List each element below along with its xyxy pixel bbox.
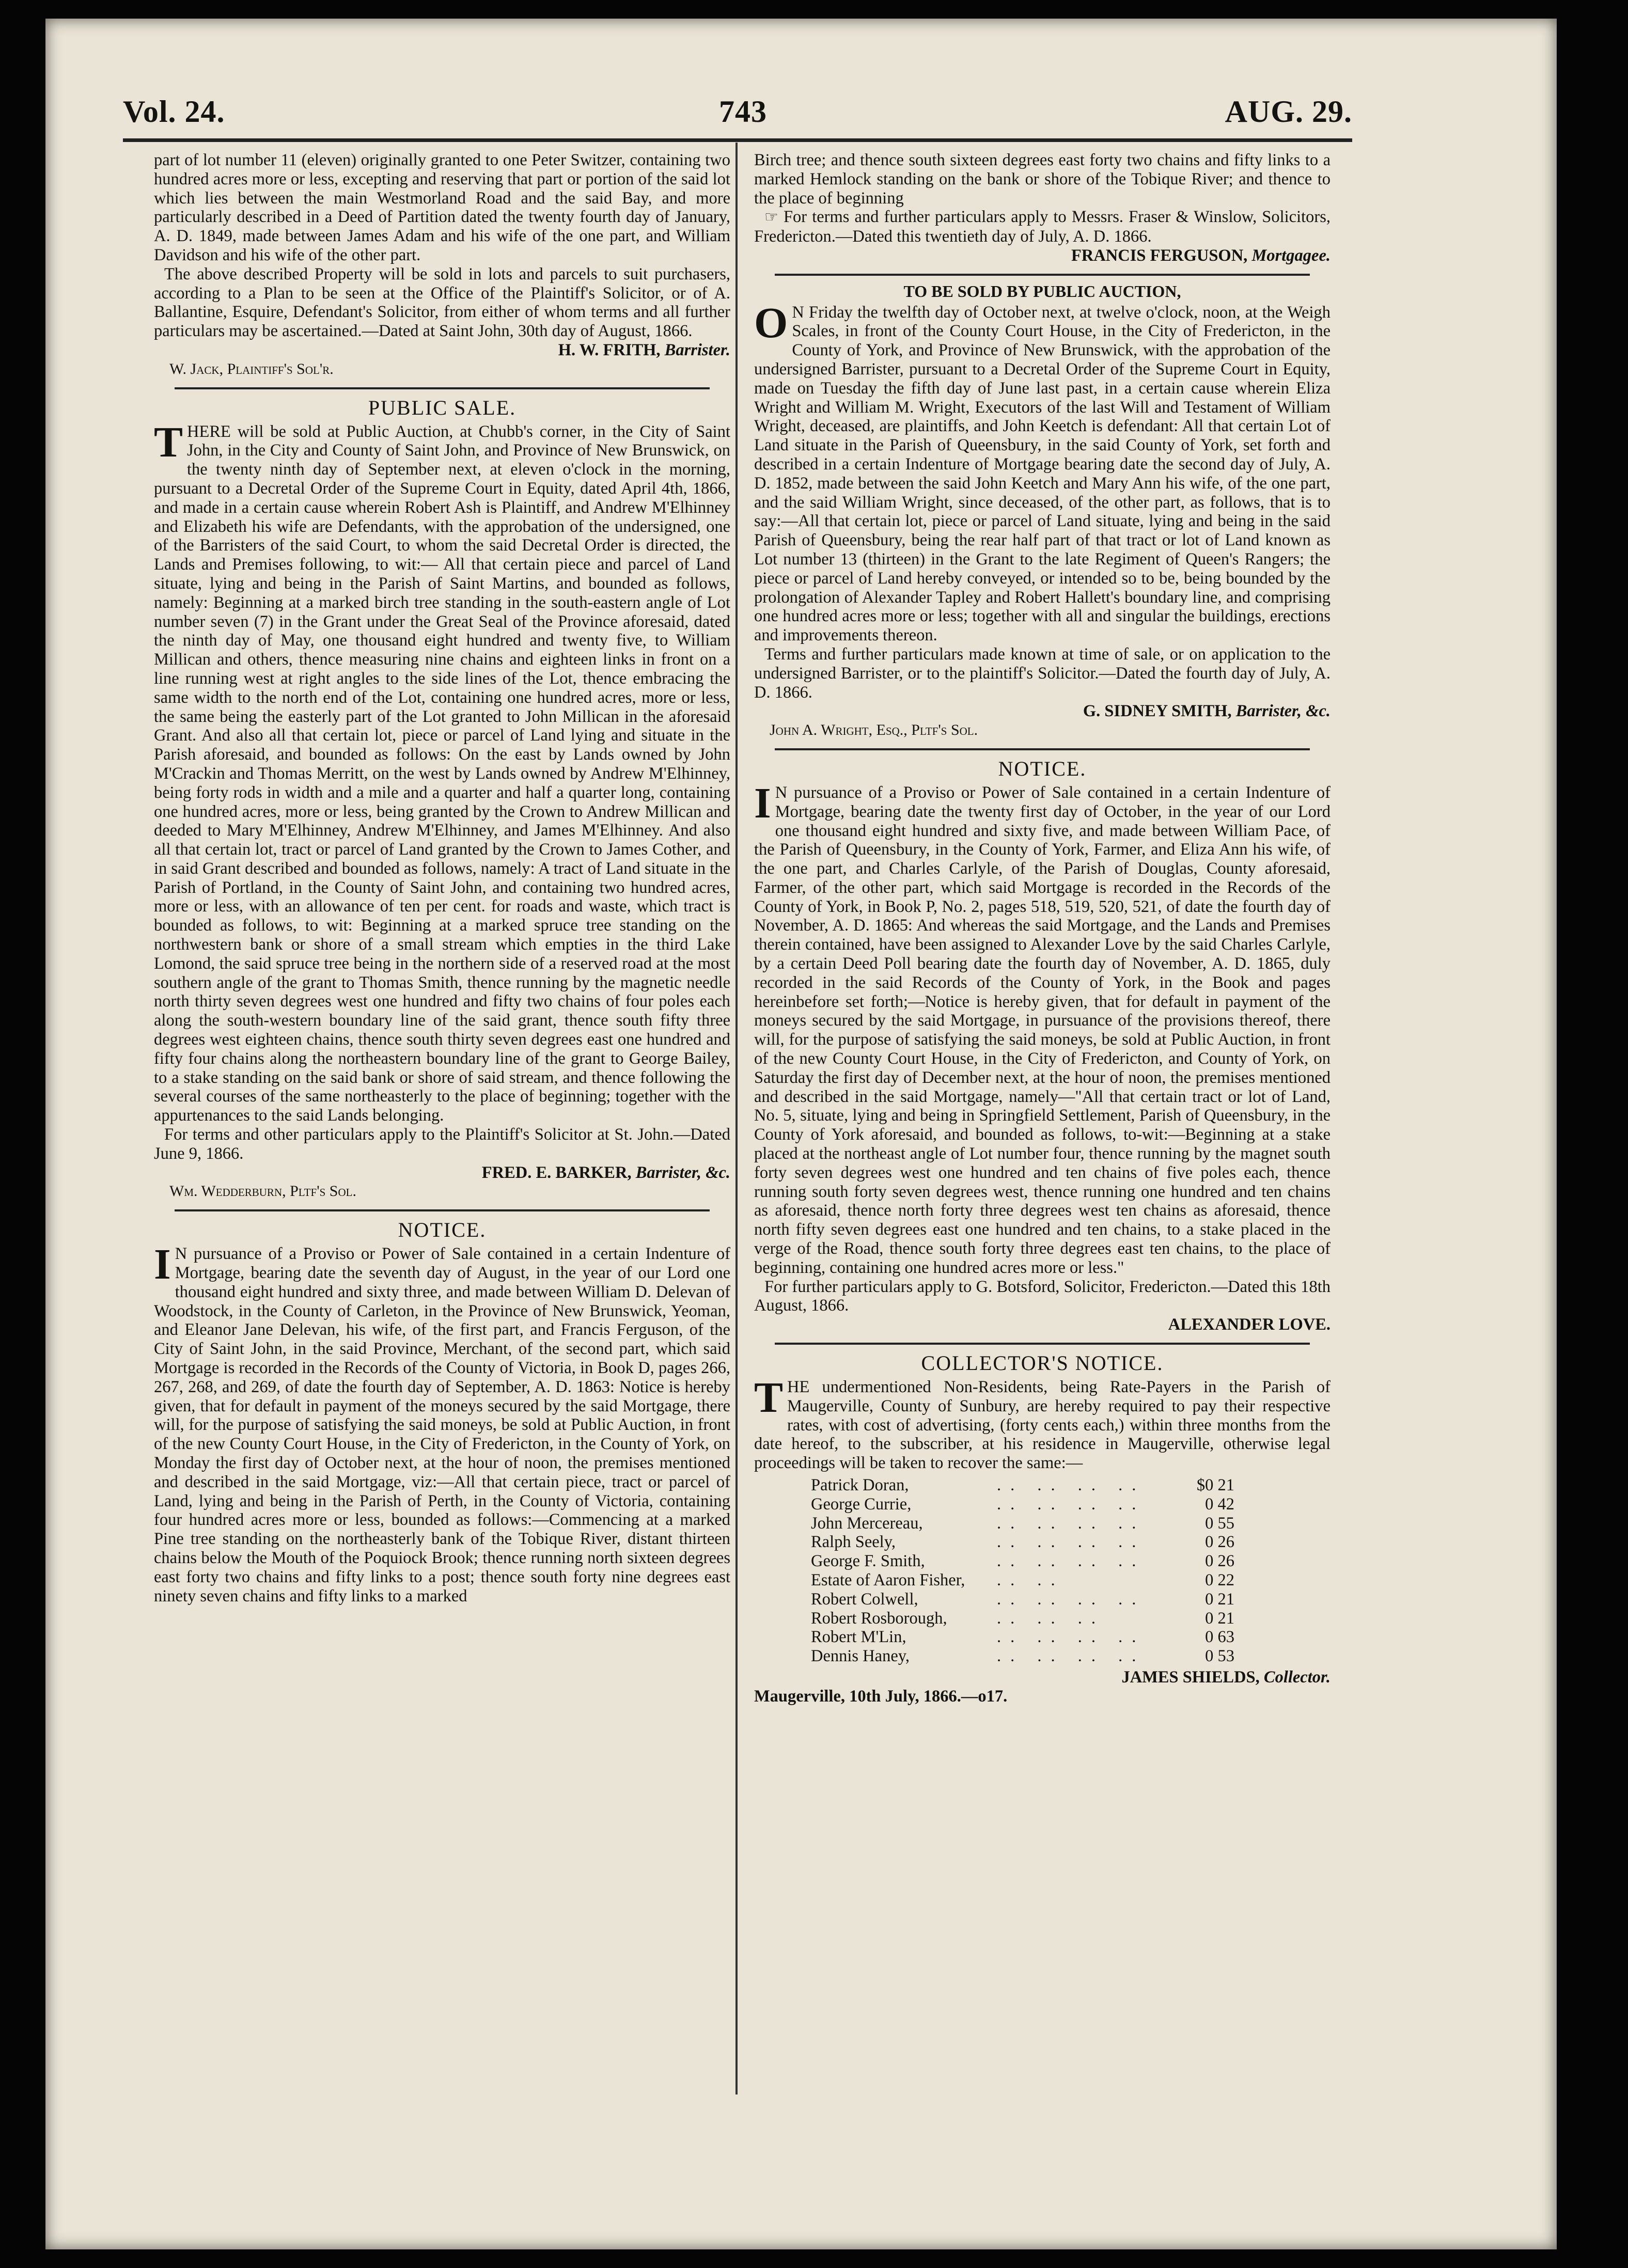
collectors-notice xyxy=(754,1352,1330,1706)
table-row: Dennis Haney, .. .. .. .. 0 53 xyxy=(811,1647,1234,1666)
volume-number: Vol. 24. xyxy=(123,94,225,129)
notice-ferguson-continued xyxy=(754,151,1330,265)
table-row: Estate of Aaron Fisher, .. .. 0 22 xyxy=(811,1570,1234,1589)
signature: FRED. E. BARKER, Barrister, &c. xyxy=(481,1163,730,1182)
drop-cap: I xyxy=(154,1240,171,1289)
notice-body: I N pursuance of a Proviso or Power of Sale contained in a certain Indenture of Mortgage, bearing date the twenty first day of October, in the year of our Lord one thousand eight hundred and sixty five, and made between William Pace, of the Parish of Queensbury, in the County of York, Farmer, and Eliza Ann his wife, of the one part, and Charles Carlyle, of the Parish of Douglas, County aforesaid, Farmer, of the other part, which said Mortgage is recorded in the Records of the County of York, in Book P, No. 2, pages 518, 519, 520, 521, of date the fourth day of November, A. D. 1865: And whereas the said Mortgage, and the Lands and Premises therein contained, have been assigned to Alexander Love by the said Charles Carlyle, by a certain Deed Poll bearing date the fourth day of November, A. D. 1865, duly recorded in the said Records of the County of York, in the Book and pages hereinbefore set forth;—Notice is hereby given, that for default in payment of the moneys secured by the said Mortgage, in pursuance of the provisions thereof, there will, for the purpose of satisfying the said moneys, be sold at Public Auction, in front of the new County Court House, in the City of Fredericton, and County of York, on Saturday the first day of December next, at the hour of noon, the premises mentioned and described in the said Mortgage, namely—"All that certain tract or lot of Land, No. 5, situate, lying and being in Springfield Settlement, Parish of Queensbury, in the County of York aforesaid, and bounded as follows, to-wit:—Beginning at a stake placed at the northeast angle of Lot number four, thence running by the magnet south forty seven degrees west one hundred and ten chains of five poles each, thence running south forty seven degrees west, thence running one hundred and ten chains as aforesaid, thence north forty three degrees west ten chains as aforesaid, thence north fifty seven degrees east one hundred and ten chains, to a stake placed in the verge of the Road, thence south forty three degrees east ten chains, to the place of beginning, containing one hundred acres more or less." xyxy=(754,779,1330,1277)
section-heading: COLLECTOR'S NOTICE. xyxy=(921,1351,1164,1375)
page-number: 743 xyxy=(719,94,767,129)
section-heading: TO BE SOLD BY PUBLIC AUCTION, xyxy=(903,281,1181,301)
table-row: John Mercereau, .. .. .. .. 0 55 xyxy=(811,1514,1234,1533)
section-heading: NOTICE. xyxy=(998,757,1087,780)
table-row: Patrick Doran, .. .. .. .. $0 21 xyxy=(811,1476,1234,1494)
pointing-hand-icon: ☞ xyxy=(764,209,778,226)
notice-love xyxy=(754,758,1330,1334)
notice-body: The above described Property will be sold in lots and parcels to suit purchasers, according to a Plan to be seen at the Office of the Plaintiff's Solicitor, or of A. Ballantine, Esquire, Defendant's Solicitor, from either of whom terms and all further particulars may be ascertained.—Dated at Saint John, 30th day of August, 1866. xyxy=(154,264,730,341)
drop-cap: O xyxy=(754,298,788,347)
section-rule xyxy=(775,1343,1310,1345)
notice-body: Birch tree; and thence south sixteen degrees east forty two chains and fifty links to a marked Hemlock standing on the bank or shore of the Tobique River; and thence to the place of beginning xyxy=(754,151,1330,208)
table-row: George Currie, .. .. .. .. 0 42 xyxy=(811,1494,1234,1514)
table-row: Robert Colwell, .. .. .. .. 0 21 xyxy=(811,1589,1234,1609)
public-sale-notice xyxy=(154,397,730,1202)
drop-cap: I xyxy=(754,779,771,827)
notice-body: I N pursuance of a Proviso or Power of Sale contained in a certain Indenture of Mortgage, bearing date the seventh day of August, in the year of our Lord one thousand eight hundred and sixty three, and made between William D. Delevan of Woodstock, in the County of Carleton, in the Province of New Brunswick, Yeoman, and Eleanor Jane Delevan, his wife, of the first part, and Francis Ferguson, of the City of Saint John, in the said Province, Merchant, of the second part, which said Mortgage is recorded in the Records of the County of Victoria, in Book D, pages 266, 267, 268, and 269, of date the fourth day of September, A. D. 1863: Notice is hereby given, that for default in payment of the moneys secured by the said Mortgage, there will, for the purpose of satisfying the said moneys, be sold at Public Auction, in front of the new County Court House, in the City of Fredericton, in the County of York, on Monday the first day of October next, at the hour of noon, the premises mentioned and described in the said Mortgage, viz:—All that certain piece, tract or parcel of Land, lying and being in the Parish of Perth, in the County of Victoria, containing four hundred acres more or less, bounded as follows:—Commencing at a marked Pine tree standing on the northeasterly bank of the Tobique River, distant thirteen chains below the Mouth of the Poquiock Brook; thence running north sixteen degrees east forty two chains and fifty links to a post; thence south forty nine degrees east ninety seven chains and fifty links to a marked xyxy=(154,1240,730,1605)
section-heading: NOTICE. xyxy=(398,1218,487,1242)
table-row: George F. Smith, .. .. .. .. 0 26 xyxy=(811,1552,1234,1571)
section-heading: PUBLIC SALE. xyxy=(368,396,516,419)
issue-date: AUG. 29. xyxy=(1225,94,1352,129)
section-rule xyxy=(175,1209,710,1211)
notice-body: Terms and further particulars made known at time of sale, or on application to the undersigned Barrister, or to the plaintiff's Solicitor.—Dated the fourth day of July, A. D. 1866. xyxy=(754,644,1330,702)
auction-notice xyxy=(754,282,1330,740)
drop-cap: T xyxy=(154,418,183,466)
column-divider xyxy=(735,143,738,2094)
dateline: Maugerville, 10th July, 1866.—o17. xyxy=(754,1687,1008,1706)
notice-body: O N Friday the twelfth day of October next, at twelve o'clock, noon, at the Weigh Scales, in front of the County Court House, in the City of Fredericton, in the County of York, and Province of New Brunswick, with the approbation of the undersigned Barrister, pursuant to a Decretal Order of the Supreme Court in Equity, made on Tuesday the fifth day of June last past, in a certain cause wherein Eliza Wright and William M. Wright, Executors of the last Will and Testament of William Wright, deceased, are plaintiffs, and John Keetch is defendant: All that certain Lot of Land situate in the Parish of Queensbury, in the said County of York, set forth and described in a certain Indenture of Mortgage bearing date the second day of July, A. D. 1852, made between the said John Keetch and Mary Ann his wife, of the one part, and the said William Wright, since deceased, of the other part, as follows, that is to say:—All that certain lot, piece or parcel of Land situate, lying and being in the said Parish of Queensbury, being the rear half part of that tract or lot of Land known as Lot number 13 (thirteen) in the Grant to the late Regiment of Queen's Rangers; the piece or parcel of Land hereby conveyed, or intended so to be, being bounded by the prolongation of Alexander Tapley and Robert Hallett's boundary line, and comprising one hundred acres more or less; together with all and singular the buildings, erections and improvements thereon. xyxy=(754,298,1330,645)
section-rule xyxy=(775,748,1310,750)
notice-body: ☞ For terms and further particulars apply to Messrs. Fraser & Winslow, Solicitors, Fredericton.—Dated this twentieth day of July, A. D. 1866. xyxy=(754,208,1331,246)
notice-ferguson xyxy=(154,1219,730,1605)
solicitor-line: Wm. Wedderburn, Pltf's Sol. xyxy=(169,1183,356,1200)
solicitor-line: John A. Wright, Esq., Pltf's Sol. xyxy=(770,721,978,739)
table-row: Robert M'Lin, .. .. .. .. 0 63 xyxy=(811,1628,1234,1647)
table-row: Ralph Seely, .. .. .. .. 0 26 xyxy=(811,1533,1234,1552)
section-rule xyxy=(775,274,1310,276)
signature: H. W. FRITH, Barrister. xyxy=(558,340,730,359)
notice-body: THERE will be sold at Public Auction, at Chubb's corner, in the City of Saint John, in the City and County of Saint John, and Province of New Brunswick, on the twenty ninth day of September next, at eleven o'clock in the morning, pursuant to a Decretal Order of the Supreme Court in Equity, dated April 4th, 1866, and made in a certain cause wherein Robert Ash is Plaintiff, and Andrew M'Elhinney and Elizabeth his wife are Defendants, with the approbation of the undersigned, one of the Barristers of the said Court, to whom the said Decretal Order is directed, the Lands and Premises following, to wit:— All that certain piece and parcel of Land situate, lying and being in the Parish of Saint Martins, and bounded as follows, namely: Beginning at a marked birch tree standing in the south-eastern angle of Lot number seven (7) in the Grant under the Great Seal of the Province aforesaid, dated the ninth day of May, one thousand eight hundred and twenty five, to William Millican and others, thence measuring nine chains and eighteen links in front on a line running west at right angles to the side lines of the Lot, thence embracing the same width to the north end of the Lot, containing one hundred acres, more or less, the same being the easterly part of the Lot granted to John Millican in the aforesaid Grant. And also all that certain lot, piece or parcel of Land lying and situate in the Parish aforesaid, and bounded as follows: On the east by Lands owned by John M'Crackin and Thomas Merritt, on the west by Lands owned by Andrew M'Elhinney, being forty rods in width and a mile and a quarter and half a quarter long, containing one hundred acres, more or less, being granted by the Crown to Andrew Millican and deeded to Mary M'Elhinney, Andrew M'Elhinney, and James M'Elhinney. And also all that certain lot, tract or parcel of Land granted by the Crown to James Cother, and in said Grant described and bounded as follows, namely: A tract of Land situate in the Parish of Portland, in the County of Saint John, and containing two hundred acres, more or less, with an allowance of ten per cent. for roads and waste, which tract is bounded as follows, to wit: Beginning at a marked spruce tree standing on the northwestern bank or shore of a small stream which empties in the third Lake Lomond, the said spruce tree being in the northern side of a reserved road at the most southern angle of the grant to Thomas Smith, thence running by the magnetic needle north thirty seven degrees west one hundred and fifty two chains of four poles each along the south-western boundary line of the said grant, thence south fifty three degrees west eighteen chains, thence south thirty seven degrees east one hundred and fifty four chains along the northeastern boundary line of the grant to George Bailey, to a stake standing on the said bank or shore of said stream, and thence following the several courses of the same northeasterly to the place of beginning; together with the appurtenances to the said Lands belonging. xyxy=(154,418,730,1125)
rates-table xyxy=(811,1476,1234,1666)
notice-body: THE undermentioned Non-Residents, being Rate-Payers in the Parish of Maugerville, County of Sunbury, are hereby required to pay their respective rates, with cost of advertising, (forty cents each,) within three months from the date hereof, to the subscriber, at his residence in Maugerville, otherwise legal proceedings will be taken to recover the same:— xyxy=(754,1374,1330,1473)
solicitor-line: W. Jack, Plaintiff's Sol'r. xyxy=(169,360,334,377)
notice-body: part of lot number 11 (eleven) originally granted to one Peter Switzer, containing two hundred acres more or less, excepting and reserving that part or portion of the said lot which lies between the main Westmorland Road and the said Bay, and more particularly described in a Deed of Partition dated the twenty fourth day of January, A. D. 1849, made between James Adam and his wife of the one part, and William Davidson and his wife of the other part. xyxy=(154,151,730,264)
signature: G. SIDNEY SMITH, Barrister, &c. xyxy=(1083,702,1330,721)
section-rule xyxy=(175,387,710,389)
page-header xyxy=(123,94,1352,139)
header-rule xyxy=(123,138,1352,142)
signature: ALEXANDER LOVE. xyxy=(1168,1315,1330,1334)
signature: JAMES SHIELDS, Collector. xyxy=(1121,1667,1330,1687)
notice-body: For further particulars apply to G. Botsford, Solicitor, Fredericton.—Dated this 18th August, 1866. xyxy=(754,1277,1330,1315)
notice-body: For terms and other particulars apply to the Plaintiff's Solicitor at St. John.—Dated June 9, 1866. xyxy=(154,1125,730,1163)
signature: FRANCIS FERGUSON, Mortgagee. xyxy=(1071,246,1330,265)
notice-frith xyxy=(154,151,730,379)
right-column xyxy=(754,151,1330,1706)
table-row: Robert Rosborough, .. .. .. 0 21 xyxy=(811,1609,1234,1628)
drop-cap: T xyxy=(754,1374,784,1422)
left-column xyxy=(154,151,730,1605)
